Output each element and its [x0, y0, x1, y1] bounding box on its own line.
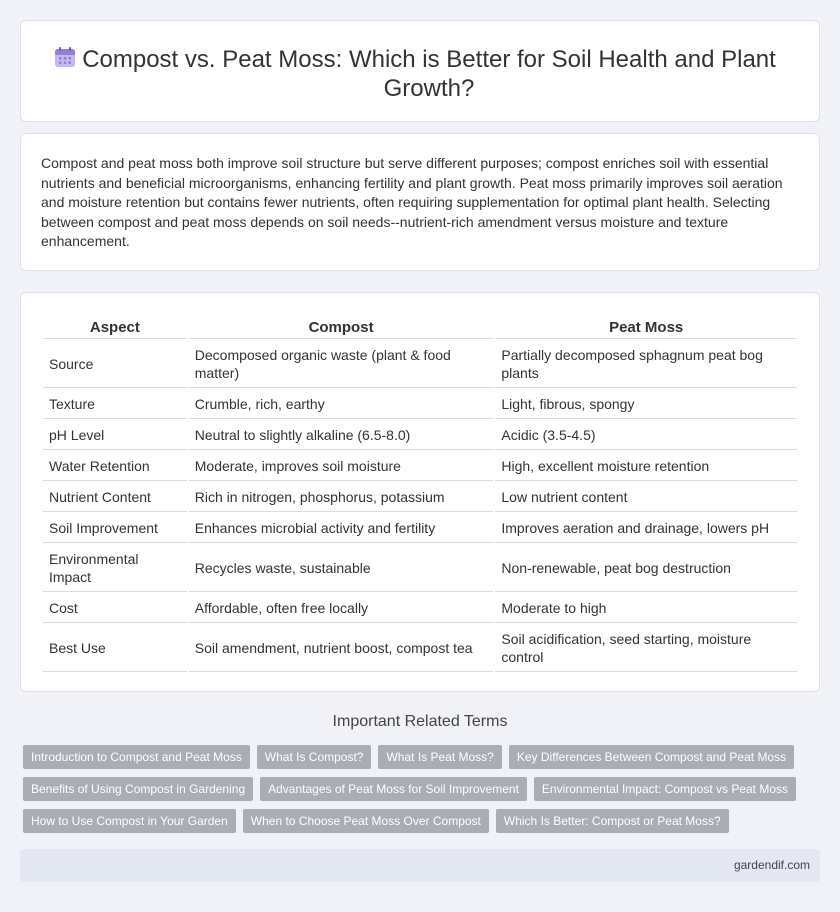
table-row [43, 419, 797, 450]
table-row [43, 623, 797, 672]
compost-cell: Affordable, often free locally [189, 592, 494, 623]
related-term-link[interactable]: Key Differences Between Compost and Peat Moss [509, 745, 794, 769]
related-term-link[interactable]: Introduction to Compost and Peat Moss [23, 745, 250, 769]
aspect-cell: Water Retention [43, 450, 187, 481]
compost-cell: Enhances microbial activity and fertility [189, 512, 494, 543]
footer [20, 849, 820, 882]
column-header-compost: Compost [189, 313, 494, 339]
compost-cell: Moderate, improves soil moisture [189, 450, 494, 481]
related-term-link[interactable]: Benefits of Using Compost in Gardening [23, 777, 253, 801]
intro-card [20, 133, 820, 271]
compost-cell: Recycles waste, sustainable [189, 543, 494, 592]
compost-cell: Decomposed organic waste (plant & food matter) [189, 339, 494, 388]
column-header-aspect: Aspect [43, 313, 187, 339]
aspect-cell: Nutrient Content [43, 481, 187, 512]
related-terms-list [23, 745, 823, 841]
table-row [43, 481, 797, 512]
compost-cell: Soil amendment, nutrient boost, compost tea [189, 623, 494, 672]
related-term-link[interactable]: When to Choose Peat Moss Over Compost [243, 809, 489, 833]
intro-paragraph: Compost and peat moss both improve soil structure but serve different purposes; compost enriches soil with essential nutrients and beneficial microorganisms, enhancing fertility and plant growth. Peat moss primarily improves soil aeration and moisture retention but contains fewer nutrients, often requiring supplementation for optimal plant health. Selecting between compost and peat moss depends on soil needs--nutrient-rich amendment versus moisture and texture enhancement. [41, 155, 783, 250]
aspect-cell: Best Use [43, 623, 187, 672]
related-term-link[interactable]: How to Use Compost in Your Garden [23, 809, 236, 833]
related-term-link[interactable]: Environmental Impact: Compost vs Peat Moss [534, 777, 796, 801]
table-row [43, 592, 797, 623]
peat-moss-cell: Low nutrient content [495, 481, 797, 512]
related-term-link[interactable]: Advantages of Peat Moss for Soil Improvement [260, 777, 527, 801]
peat-moss-cell: Light, fibrous, spongy [495, 388, 797, 419]
aspect-cell: Source [43, 339, 187, 388]
peat-moss-cell: Acidic (3.5-4.5) [495, 419, 797, 450]
table-row [43, 512, 797, 543]
table-row [43, 450, 797, 481]
related-term-link[interactable]: Which Is Better: Compost or Peat Moss? [496, 809, 729, 833]
compost-cell: Crumble, rich, earthy [189, 388, 494, 419]
aspect-cell: Environmental Impact [43, 543, 187, 592]
peat-moss-cell: Soil acidification, seed starting, moisture control [495, 623, 797, 672]
aspect-cell: Soil Improvement [43, 512, 187, 543]
footer-site-name: gardendif.com [733, 858, 810, 872]
page-title: Compost vs. Peat Moss: Which is Better for Soil Health and Plant Growth? [82, 46, 776, 102]
aspect-cell: Cost [43, 592, 187, 623]
related-terms-title: Important Related Terms [332, 713, 508, 730]
related-terms-row [23, 777, 823, 801]
related-term-link[interactable]: What Is Compost? [257, 745, 372, 769]
table-row [43, 388, 797, 419]
related-term-link[interactable]: What Is Peat Moss? [378, 745, 501, 769]
title-card [20, 20, 820, 122]
comparison-table-card [20, 292, 820, 692]
related-terms-row [23, 809, 823, 833]
peat-moss-cell: Improves aeration and drainage, lowers pH [495, 512, 797, 543]
peat-moss-cell: Partially decomposed sphagnum peat bog plants [495, 339, 797, 388]
peat-moss-cell: Moderate to high [495, 592, 797, 623]
related-terms-row [23, 745, 823, 769]
peat-moss-cell: High, excellent moisture retention [495, 450, 797, 481]
table-row [43, 339, 797, 388]
peat-moss-cell: Non-renewable, peat bog destruction [495, 543, 797, 592]
compost-cell: Neutral to slightly alkaline (6.5-8.0) [189, 419, 494, 450]
aspect-cell: Texture [43, 388, 187, 419]
table-row [43, 543, 797, 592]
comparison-table [41, 313, 799, 672]
compost-cell: Rich in nitrogen, phosphorus, potassium [189, 481, 494, 512]
column-header-peat-moss: Peat Moss [495, 313, 797, 339]
table-header-row [43, 313, 797, 339]
aspect-cell: pH Level [43, 419, 187, 450]
